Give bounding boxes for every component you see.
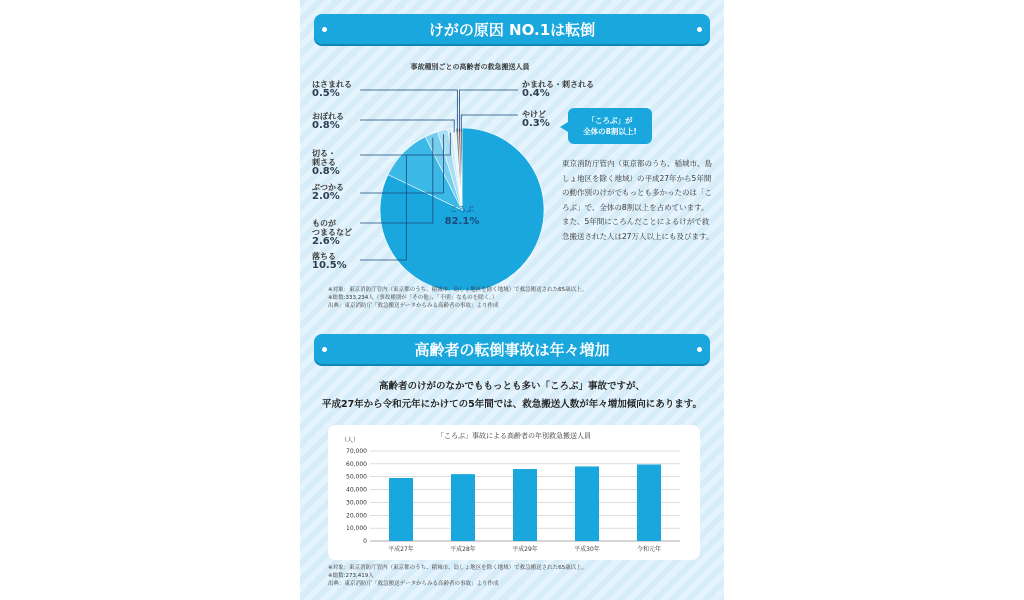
note-source: 出典：東京消防庁「救急搬送データからみる高齢者の事故」より作成 [328, 581, 499, 587]
bar-ytick-label: 30,000 [346, 499, 367, 507]
bar-xtick-label: 平成27年 [388, 546, 414, 553]
description-text: 東京消防庁管内（東京都のうち、稲城市、島しょ地区を除く地域）の平成27年から5年間の動作別のけがでもっとも多かったのは「ころぶ」で、全体の8割以上を占めています。また、5年間にころんだことによるけがで救急搬送された人は27万人以上にも及びます。 [562, 159, 714, 241]
note-target: ※対象：東京消防庁管内（東京都のうち、稲城市、島しょ地区を除く地域）で救急搬送された65歳以上。 [328, 287, 588, 293]
pie-center-label: ころぶ [450, 205, 474, 214]
label-ochiru: 落ちる 10.5% [312, 252, 347, 271]
intro-line1: 高齢者のけがのなかでももっとも多い「ころぶ」事故ですが、 [378, 381, 645, 392]
note-target: ※対象：東京消防庁管内（東京都のうち、稲城市、島しょ地区を除く地域）で救急搬送された65歳以上。 [328, 565, 588, 571]
section1-title: けがの原因 NO.1は転倒 [428, 20, 596, 39]
banner-dot-right [697, 347, 702, 352]
label-butsukaru: ぶつかる 2.0% [312, 183, 344, 202]
infographic-page [300, 0, 724, 600]
bar-ytick-label: 10,000 [346, 525, 367, 533]
bar-xtick-label: 令和元年 [636, 546, 662, 553]
leader-line-left-1 [360, 120, 454, 132]
pie-center-value: 82.1% [444, 216, 480, 227]
section1-banner [314, 14, 710, 44]
bar-chart-panel [328, 425, 700, 560]
bar-0 [389, 478, 413, 541]
label-tsumaru: ものが つまるなど 2.6% [312, 219, 352, 247]
callout-line1: 「ころぶ」が [587, 116, 633, 125]
bar-2 [513, 469, 537, 541]
leader-line-left-0 [360, 90, 457, 132]
note-source: 出典：東京消防庁「救急搬送データからみる高齢者の事故」より作成 [328, 303, 499, 309]
bar-3 [575, 466, 599, 541]
bar-4 [637, 465, 661, 542]
section2-banner [314, 334, 710, 364]
bar-xtick-label: 平成28年 [450, 546, 476, 553]
section1-notes [328, 286, 708, 310]
note-total: ※総数:333,234人（事故種別が「その他」、「不明」なものを除く。） [328, 295, 498, 301]
label-hasamareru: はさまれる 0.5% [312, 80, 352, 99]
bar-chart [328, 425, 700, 560]
section2-title: 高齢者の転倒事故は年々増加 [414, 340, 610, 359]
bar-ytick-label: 0 [363, 538, 367, 545]
intro-line2: 平成27年から令和元年にかけての5年間では、救急搬送人数が年々増加傾向にあります。 [321, 399, 703, 410]
label-yakedo: やけど 0.3% [522, 110, 550, 129]
note-total: ※総数:273,419人 [328, 573, 374, 579]
bar-chart-title: 「ころぶ」事故による高齢者の年別救急搬送人員 [437, 432, 591, 440]
banner-dot-right [697, 27, 702, 32]
banner-dot-left [322, 347, 327, 352]
label-kiru: 切る・ 刺さる 0.8% [312, 149, 340, 177]
bar-xtick-label: 平成30年 [574, 546, 600, 553]
bar-ytick-label: 20,000 [346, 512, 367, 520]
bar-ytick-label: 70,000 [346, 448, 367, 455]
leader-line-right-0 [460, 90, 518, 132]
label-oboreru: おぼれる 0.8% [312, 112, 344, 131]
bar-chart-ylabel: （人） [340, 437, 360, 444]
bar-ytick-label: 50,000 [346, 473, 367, 481]
banner-dot-left [322, 27, 327, 32]
section2-notes [328, 564, 708, 588]
section2-intro [300, 378, 724, 414]
bar-ytick-label: 60,000 [346, 460, 367, 468]
bar-ytick-label: 40,000 [346, 486, 367, 494]
bar-1 [451, 474, 475, 541]
pie-chart-title: 事故種別ごとの高齢者の救急搬送人員 [410, 63, 530, 71]
label-kamareru: かまれる・刺される 0.4% [522, 80, 594, 99]
callout-line2: 全体の8割以上! [583, 127, 637, 136]
callout-bubble [568, 108, 652, 144]
bar-xtick-label: 平成29年 [512, 546, 538, 553]
